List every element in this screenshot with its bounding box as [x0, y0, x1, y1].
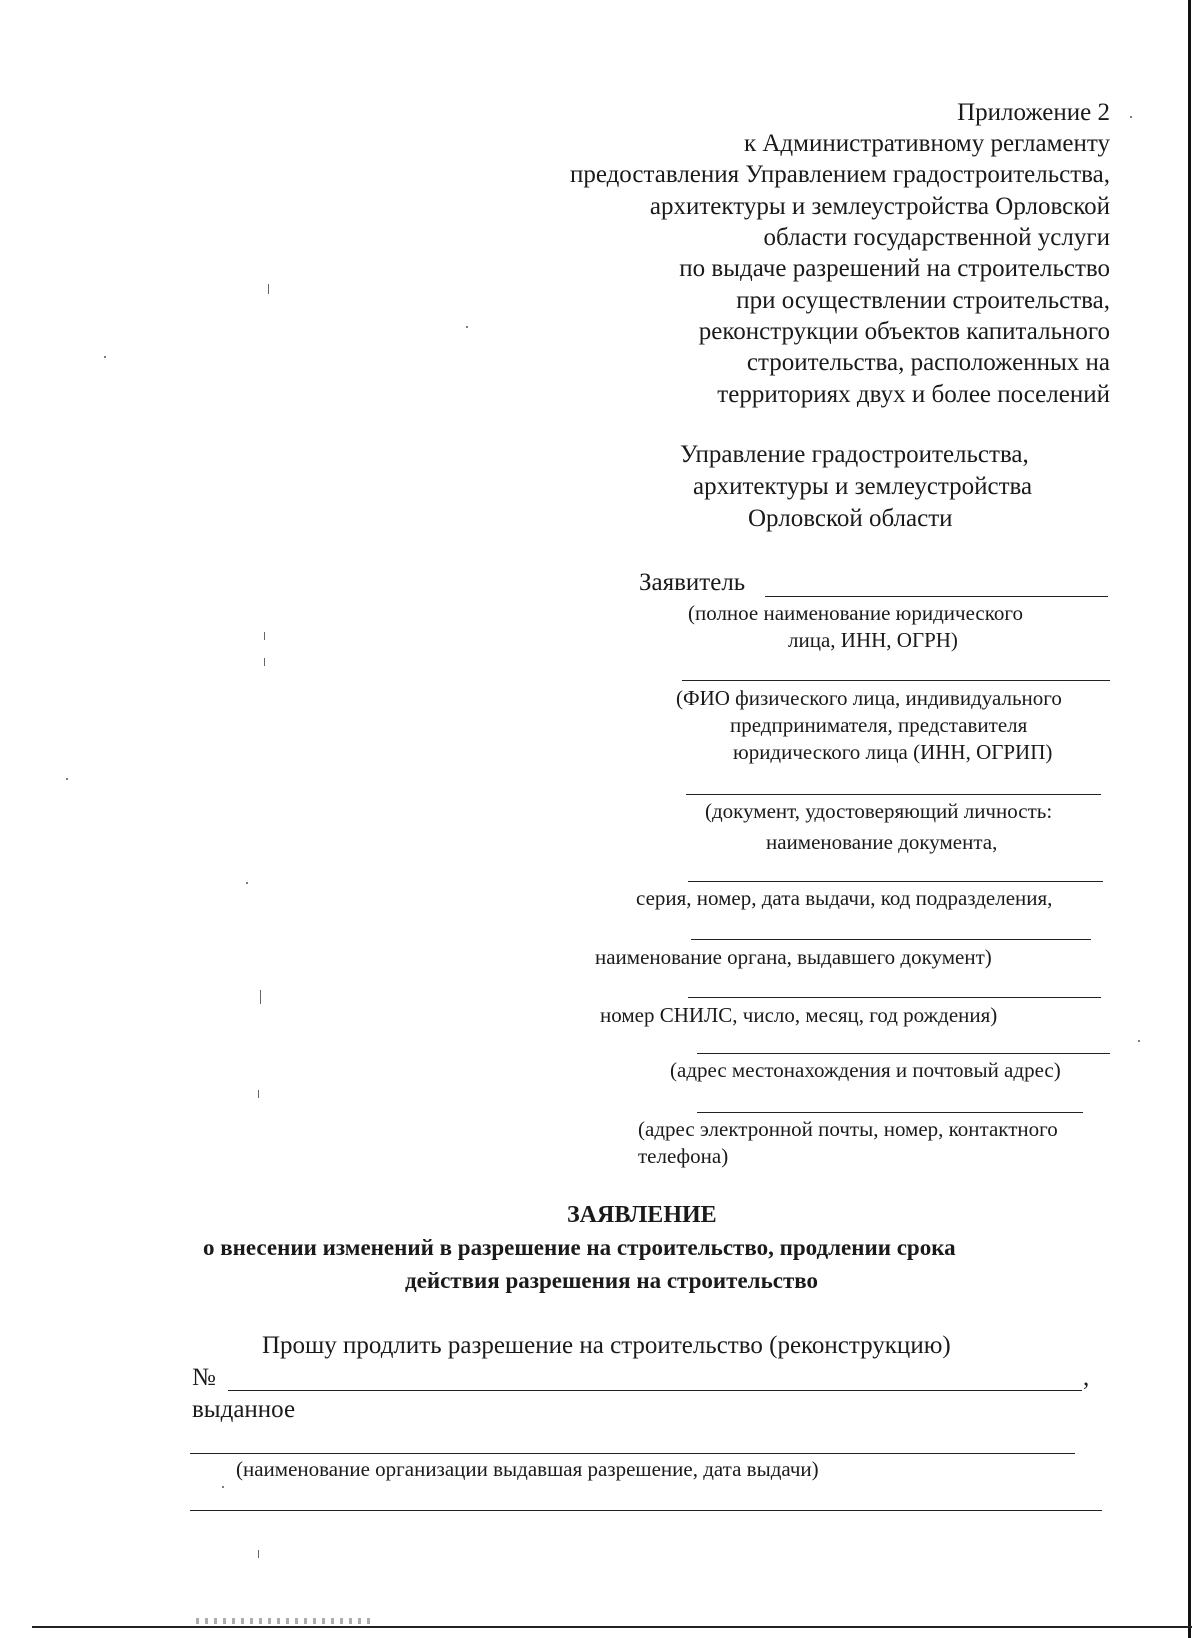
scan-speck — [466, 326, 468, 328]
applicant-document-field[interactable] — [686, 794, 1101, 795]
applicant-hint: юридического лица (ИНН, ОГРИП) — [733, 740, 1053, 764]
appendix-line: к Административному регламенту — [743, 130, 1110, 157]
applicant-hint: предпринимателя, представителя — [730, 713, 1028, 737]
appendix-line: области государственной услуги — [763, 224, 1110, 251]
scan-noise — [196, 1618, 376, 1624]
scan-edge-right — [1188, 0, 1191, 1638]
applicant-address-field[interactable] — [697, 1053, 1110, 1054]
addressee-line: архитектуры и землеустройства — [693, 473, 1033, 500]
issuer-hint: (наименование организации выдавшая разрешение, дата выдачи) — [236, 1457, 819, 1481]
applicant-person-field[interactable] — [682, 680, 1110, 681]
applicant-hint: номер СНИЛС, число, месяц, год рождения) — [600, 1003, 998, 1027]
applicant-hint: серия, номер, дата выдачи, код подразделения, — [636, 886, 1053, 910]
issuer-field[interactable] — [190, 1453, 1075, 1454]
scan-speck — [268, 284, 269, 294]
applicant-hint: (адрес местонахождения и почтовый адрес) — [670, 1058, 1061, 1082]
applicant-series-field[interactable] — [688, 881, 1103, 882]
statement-title: ЗАЯВЛЕНИЕ — [567, 1202, 717, 1228]
addressee-line: Управление градостроительства, — [680, 441, 1029, 468]
applicant-hint: наименование документа, — [766, 830, 998, 854]
addressee-line: Орловской области — [748, 505, 953, 532]
scan-speck — [222, 1486, 224, 1488]
applicant-hint: телефона) — [638, 1144, 729, 1168]
applicant-hint: (адрес электронной почты, номер, контактного — [638, 1117, 1058, 1141]
permit-number-comma: , — [1083, 1364, 1090, 1391]
scan-speck — [1138, 1040, 1140, 1042]
applicant-label: Заявитель — [639, 569, 746, 596]
scan-speck — [260, 990, 261, 1004]
statement-subtitle: действия разрешения на строительство — [405, 1268, 819, 1293]
scan-speck — [246, 882, 248, 884]
scan-speck — [1130, 116, 1132, 118]
applicant-issuer-field[interactable] — [691, 939, 1091, 940]
scan-speck — [66, 778, 68, 780]
appendix-line: по выдаче разрешений на строительство — [679, 255, 1110, 282]
appendix-line: реконструкции объектов капитального — [698, 318, 1110, 345]
permit-number-label: № — [192, 1364, 216, 1391]
appendix-number: Приложение 2 — [957, 99, 1110, 126]
scan-edge-bottom — [32, 1626, 1192, 1628]
scan-speck — [258, 1090, 259, 1098]
appendix-line: территориях двух и более поселений — [717, 381, 1110, 408]
applicant-hint: (документ, удостоверяющий личность: — [705, 799, 1053, 823]
scan-speck — [258, 1550, 259, 1558]
applicant-snils-field[interactable] — [688, 997, 1101, 998]
scan-speck — [104, 356, 106, 358]
appendix-line: при осуществлении строительства, — [736, 287, 1110, 314]
scan-speck — [264, 632, 265, 640]
scan-speck — [264, 658, 265, 666]
appendix-line: предоставления Управлением градостроительства, — [569, 161, 1110, 188]
appendix-line: строительства, расположенных на — [746, 349, 1110, 376]
applicant-contacts-field[interactable] — [697, 1112, 1083, 1113]
applicant-name-field[interactable] — [765, 596, 1108, 597]
applicant-hint: (полное наименование юридического — [688, 601, 1023, 625]
applicant-hint: наименование органа, выдавшего документ) — [595, 945, 992, 969]
request-text: Прошу продлить разрешение на строительство (реконструкцию) — [262, 1332, 951, 1359]
permit-number-field[interactable] — [228, 1390, 1082, 1391]
applicant-hint: лица, ИНН, ОГРН) — [788, 628, 958, 652]
issued-label: выданное — [192, 1396, 296, 1423]
statement-subtitle: о внесении изменений в разрешение на строительство, продлении срока — [203, 1235, 956, 1260]
applicant-hint: (ФИО физического лица, индивидуального — [676, 686, 1062, 710]
issuer-continuation-field[interactable] — [190, 1510, 1102, 1511]
appendix-line: архитектуры и землеустройства Орловской — [649, 193, 1110, 220]
